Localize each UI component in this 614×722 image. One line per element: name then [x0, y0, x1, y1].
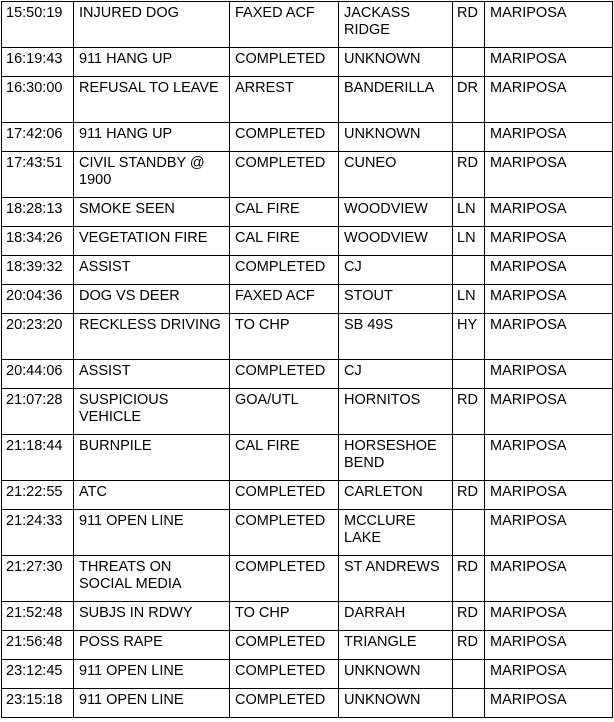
disposition-cell: COMPLETED	[230, 256, 339, 285]
table-row	[2, 198, 613, 227]
street-suffix-cell	[453, 256, 485, 285]
disposition-cell: CAL FIRE	[230, 198, 339, 227]
city-cell: MARIPOSA	[485, 2, 613, 48]
disposition-cell: COMPLETED	[230, 48, 339, 77]
time-cell: 21:07:28	[2, 389, 74, 435]
incident-cell: DOG VS DEER	[74, 285, 230, 314]
incident-cell: SMOKE SEEN	[74, 198, 230, 227]
street-cell: MCCLURE LAKE	[339, 510, 453, 556]
disposition-cell: TO CHP	[230, 314, 339, 360]
city-cell: MARIPOSA	[485, 481, 613, 510]
street-suffix-cell	[453, 510, 485, 556]
city-cell: MARIPOSA	[485, 510, 613, 556]
incident-cell: BURNPILE	[74, 435, 230, 481]
disposition-cell: COMPLETED	[230, 152, 339, 198]
street-cell: DARRAH	[339, 602, 453, 631]
street-suffix-cell: RD	[453, 631, 485, 660]
table-row	[2, 285, 613, 314]
disposition-cell: COMPLETED	[230, 631, 339, 660]
city-cell: MARIPOSA	[485, 689, 613, 718]
disposition-cell: CAL FIRE	[230, 435, 339, 481]
street-suffix-cell	[453, 360, 485, 389]
time-cell: 17:43:51	[2, 152, 74, 198]
street-cell: WOODVIEW	[339, 198, 453, 227]
street-cell: ST ANDREWS	[339, 556, 453, 602]
call-log-table	[1, 1, 613, 718]
city-cell: MARIPOSA	[485, 602, 613, 631]
time-cell: 21:56:48	[2, 631, 74, 660]
city-cell: MARIPOSA	[485, 198, 613, 227]
table-row	[2, 660, 613, 689]
street-suffix-cell: HY	[453, 314, 485, 360]
incident-cell: ASSIST	[74, 256, 230, 285]
disposition-cell: COMPLETED	[230, 123, 339, 152]
time-cell: 20:04:36	[2, 285, 74, 314]
incident-cell: RECKLESS DRIVING	[74, 314, 230, 360]
street-suffix-cell	[453, 435, 485, 481]
street-suffix-cell: RD	[453, 481, 485, 510]
street-suffix-cell: RD	[453, 556, 485, 602]
city-cell: MARIPOSA	[485, 389, 613, 435]
table-row	[2, 48, 613, 77]
disposition-cell: TO CHP	[230, 602, 339, 631]
disposition-cell: COMPLETED	[230, 360, 339, 389]
street-cell: HORNITOS	[339, 389, 453, 435]
time-cell: 21:27:30	[2, 556, 74, 602]
street-suffix-cell: RD	[453, 2, 485, 48]
disposition-cell: COMPLETED	[230, 556, 339, 602]
incident-cell: POSS RAPE	[74, 631, 230, 660]
city-cell: MARIPOSA	[485, 314, 613, 360]
incident-cell: 911 OPEN LINE	[74, 660, 230, 689]
street-suffix-cell: LN	[453, 227, 485, 256]
incident-cell: SUBJS IN RDWY	[74, 602, 230, 631]
street-suffix-cell: LN	[453, 285, 485, 314]
disposition-cell: FAXED ACF	[230, 285, 339, 314]
street-cell: BANDERILLA	[339, 77, 453, 123]
time-cell: 21:18:44	[2, 435, 74, 481]
table-row	[2, 227, 613, 256]
disposition-cell: COMPLETED	[230, 660, 339, 689]
city-cell: MARIPOSA	[485, 256, 613, 285]
time-cell: 20:44:06	[2, 360, 74, 389]
table-row	[2, 77, 613, 123]
disposition-cell: COMPLETED	[230, 510, 339, 556]
street-cell: UNKNOWN	[339, 689, 453, 718]
street-suffix-cell	[453, 48, 485, 77]
street-cell: TRIANGLE	[339, 631, 453, 660]
street-suffix-cell: RD	[453, 602, 485, 631]
street-cell: WOODVIEW	[339, 227, 453, 256]
street-cell: HORSESHOE BEND	[339, 435, 453, 481]
street-cell: SB 49S	[339, 314, 453, 360]
time-cell: 23:15:18	[2, 689, 74, 718]
table-row	[2, 481, 613, 510]
city-cell: MARIPOSA	[485, 152, 613, 198]
street-cell: UNKNOWN	[339, 48, 453, 77]
incident-cell: 911 HANG UP	[74, 123, 230, 152]
time-cell: 21:24:33	[2, 510, 74, 556]
table-row	[2, 556, 613, 602]
table-row	[2, 123, 613, 152]
city-cell: MARIPOSA	[485, 660, 613, 689]
table-row	[2, 389, 613, 435]
street-suffix-cell: DR	[453, 77, 485, 123]
city-cell: MARIPOSA	[485, 556, 613, 602]
street-cell: CJ	[339, 360, 453, 389]
street-suffix-cell: LN	[453, 198, 485, 227]
disposition-cell: ARREST	[230, 77, 339, 123]
street-cell: UNKNOWN	[339, 660, 453, 689]
time-cell: 17:42:06	[2, 123, 74, 152]
street-cell: CUNEO	[339, 152, 453, 198]
time-cell: 16:30:00	[2, 77, 74, 123]
table-row	[2, 256, 613, 285]
street-cell: JACKASS RIDGE	[339, 2, 453, 48]
table-row	[2, 631, 613, 660]
street-suffix-cell	[453, 689, 485, 718]
incident-cell: ASSIST	[74, 360, 230, 389]
time-cell: 21:22:55	[2, 481, 74, 510]
street-cell: STOUT	[339, 285, 453, 314]
incident-cell: REFUSAL TO LEAVE	[74, 77, 230, 123]
street-cell: CARLETON	[339, 481, 453, 510]
call-log-body	[2, 2, 613, 718]
city-cell: MARIPOSA	[485, 227, 613, 256]
disposition-cell: COMPLETED	[230, 481, 339, 510]
table-row	[2, 435, 613, 481]
time-cell: 16:19:43	[2, 48, 74, 77]
incident-cell: VEGETATION FIRE	[74, 227, 230, 256]
city-cell: MARIPOSA	[485, 285, 613, 314]
city-cell: MARIPOSA	[485, 48, 613, 77]
table-row	[2, 152, 613, 198]
table-row	[2, 510, 613, 556]
incident-cell: SUSPICIOUS VEHICLE	[74, 389, 230, 435]
disposition-cell: GOA/UTL	[230, 389, 339, 435]
disposition-cell: COMPLETED	[230, 689, 339, 718]
street-cell: UNKNOWN	[339, 123, 453, 152]
incident-cell: THREATS ON SOCIAL MEDIA	[74, 556, 230, 602]
street-suffix-cell	[453, 123, 485, 152]
time-cell: 21:52:48	[2, 602, 74, 631]
time-cell: 18:28:13	[2, 198, 74, 227]
time-cell: 18:34:26	[2, 227, 74, 256]
time-cell: 18:39:32	[2, 256, 74, 285]
street-suffix-cell	[453, 660, 485, 689]
city-cell: MARIPOSA	[485, 360, 613, 389]
time-cell: 15:50:19	[2, 2, 74, 48]
table-row	[2, 689, 613, 718]
disposition-cell: FAXED ACF	[230, 2, 339, 48]
time-cell: 20:23:20	[2, 314, 74, 360]
street-suffix-cell: RD	[453, 389, 485, 435]
city-cell: MARIPOSA	[485, 631, 613, 660]
incident-cell: CIVIL STANDBY @ 1900	[74, 152, 230, 198]
incident-cell: 911 OPEN LINE	[74, 510, 230, 556]
time-cell: 23:12:45	[2, 660, 74, 689]
disposition-cell: CAL FIRE	[230, 227, 339, 256]
city-cell: MARIPOSA	[485, 435, 613, 481]
table-row	[2, 360, 613, 389]
incident-cell: 911 HANG UP	[74, 48, 230, 77]
table-row	[2, 314, 613, 360]
incident-cell: ATC	[74, 481, 230, 510]
street-cell: CJ	[339, 256, 453, 285]
incident-cell: INJURED DOG	[74, 2, 230, 48]
city-cell: MARIPOSA	[485, 123, 613, 152]
street-suffix-cell: RD	[453, 152, 485, 198]
city-cell: MARIPOSA	[485, 77, 613, 123]
table-row	[2, 2, 613, 48]
table-row	[2, 602, 613, 631]
incident-cell: 911 OPEN LINE	[74, 689, 230, 718]
